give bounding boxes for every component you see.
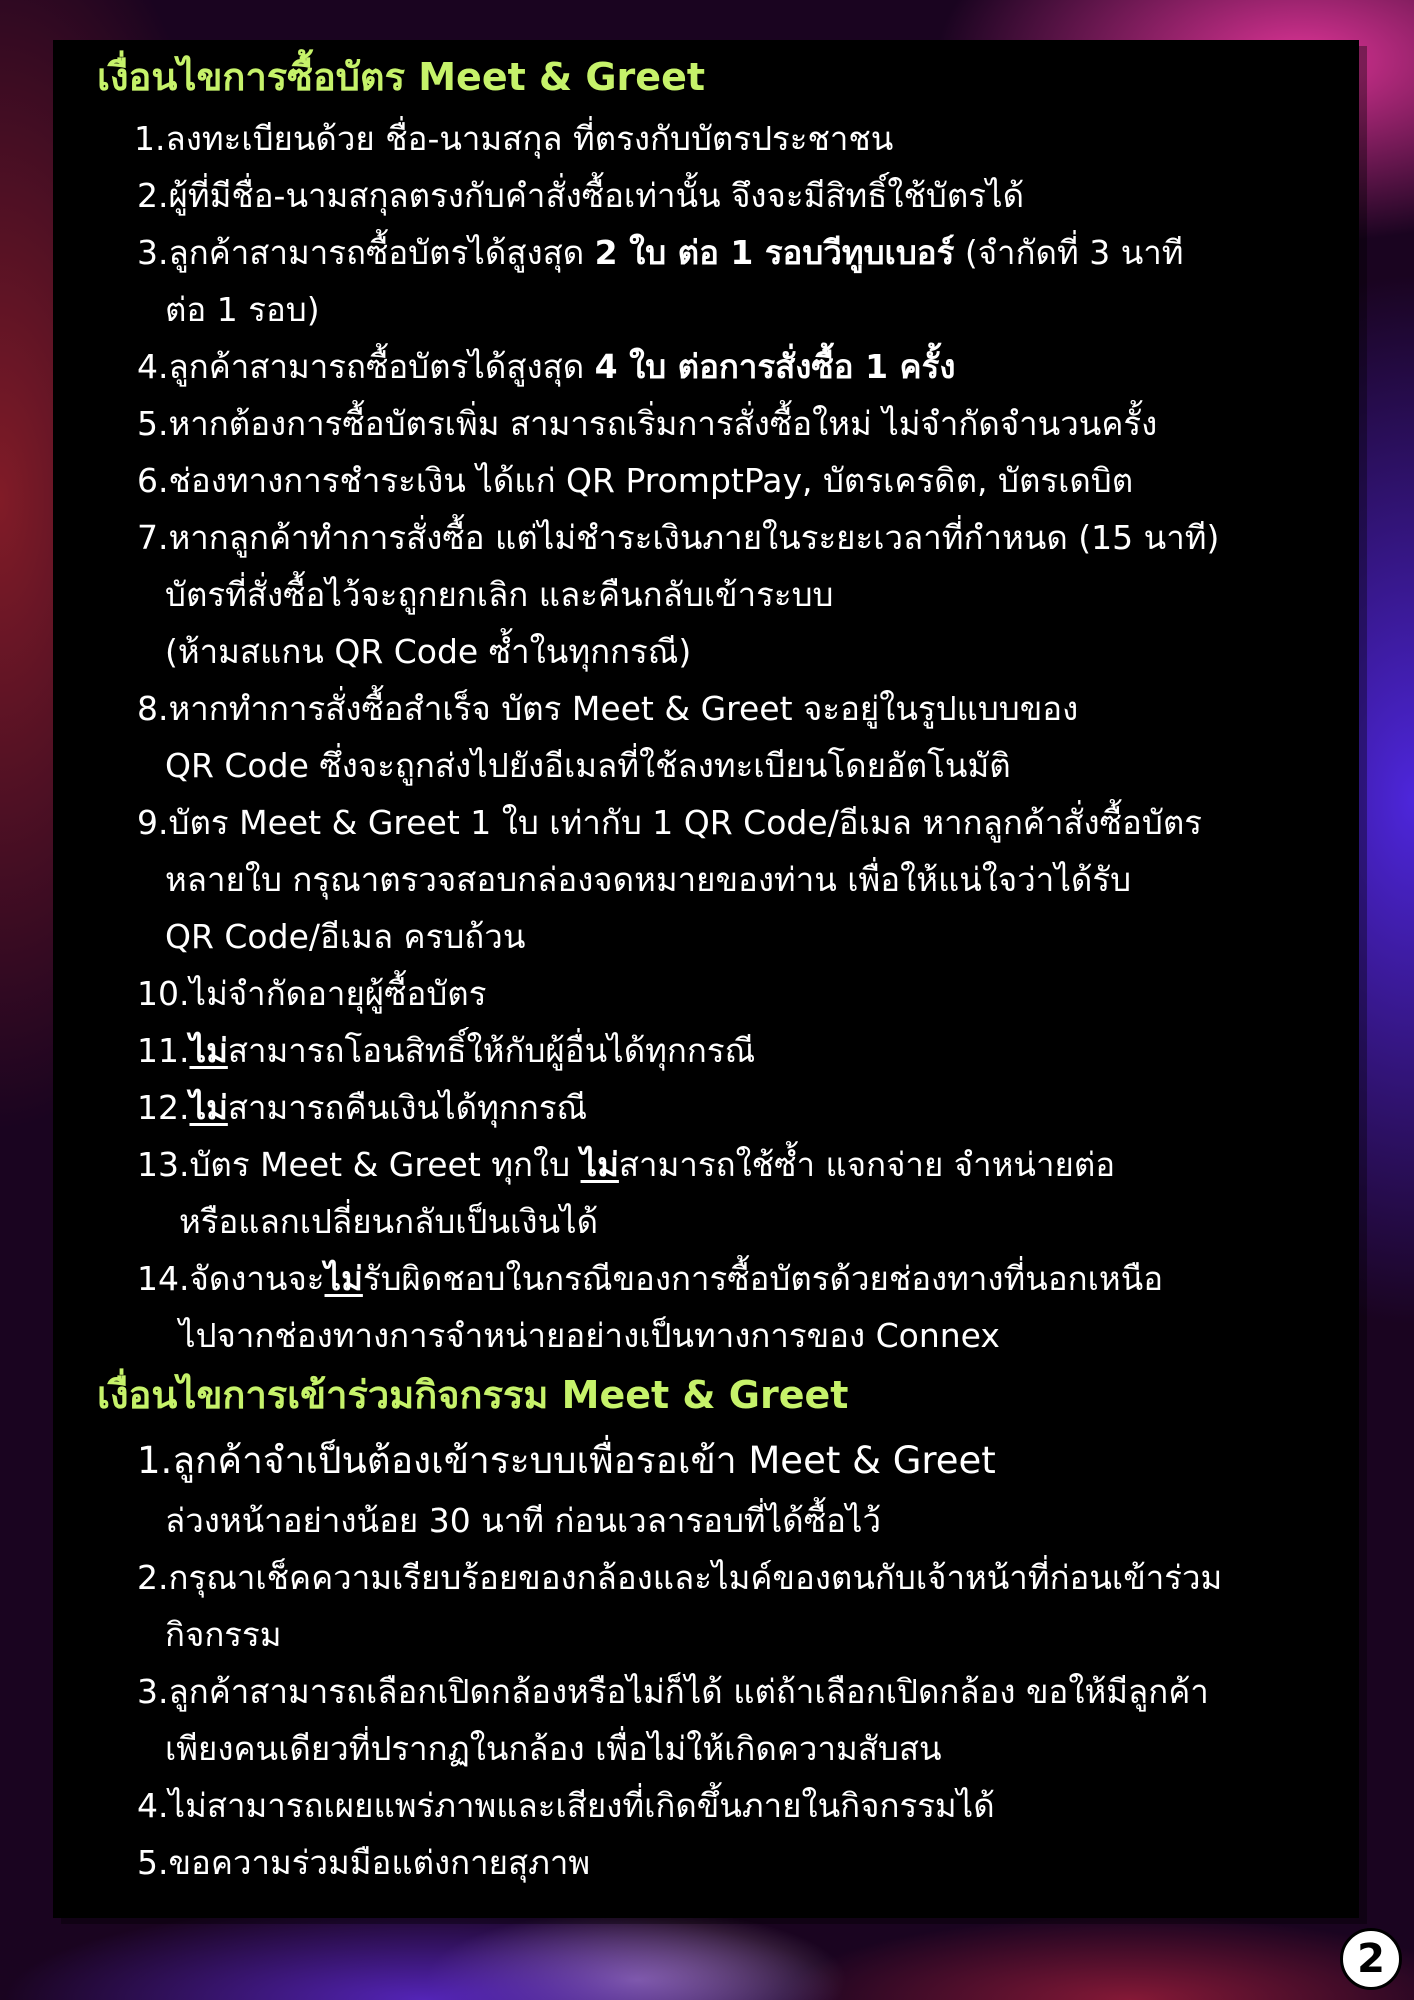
list-item-continuation: บัตรที่สั่งซื้อไว้จะถูกยกเลิก และคืนกลับเข้าระบบ — [165, 575, 834, 614]
list-item-continuation: ล่วงหน้าอย่างน้อย 30 นาที ก่อนเวลารอบที่ได้ซื้อไว้ — [165, 1501, 882, 1540]
section-title-participation: เงื่อนไขการเข้าร่วมกิจกรรม Meet & Greet — [97, 1373, 849, 1417]
list-item: 3.ลูกค้าสามารถซื้อบัตรได้สูงสุด 2 ใบ ต่อ 1 รอบวีทูบเบอร์ (จำกัดที่ 3 นาที — [137, 233, 1184, 272]
list-item-continuation: ต่อ 1 รอบ) — [165, 290, 320, 329]
list-item: 2.กรุณาเช็คความเรียบร้อยของกล้องและไมค์ของตนกับเจ้าหน้าที่ก่อนเข้าร่วม — [137, 1558, 1223, 1597]
list-item: 1.ลูกค้าจำเป็นต้องเข้าระบบเพื่อรอเข้า Meet & Greet — [137, 1439, 996, 1482]
list-item-continuation: กิจกรรม — [165, 1615, 282, 1654]
list-item: 14.จัดงานจะไม่รับผิดชอบในกรณีของการซื้อบัตรด้วยช่องทางที่นอกเหนือ — [137, 1259, 1164, 1298]
list-item: 5.ขอความร่วมมือแต่งกายสุภาพ — [137, 1843, 591, 1882]
list-item: 13.บัตร Meet & Greet ทุกใบ ไม่สามารถใช้ซ้ำ แจกจ่าย จำหน่ายต่อ — [137, 1145, 1116, 1184]
list-item: 9.บัตร Meet & Greet 1 ใบ เท่ากับ 1 QR Code/อีเมล หากลูกค้าสั่งซื้อบัตร — [137, 803, 1202, 842]
list-item: 11.ไม่สามารถโอนสิทธิ์ให้กับผู้อื่นได้ทุกกรณี — [137, 1031, 756, 1070]
list-item: 12.ไม่สามารถคืนเงินได้ทุกกรณี — [137, 1088, 588, 1127]
list-item-continuation: QR Code/อีเมล ครบถ้วน — [165, 917, 526, 956]
list-item-continuation: ไปจากช่องทางการจำหน่ายอย่างเป็นทางการของ Connex — [179, 1316, 1000, 1355]
list-item-continuation: หรือแลกเปลี่ยนกลับเป็นเงินได้ — [179, 1202, 599, 1241]
list-item: 2.ผู้ที่มีชื่อ-นามสกุลตรงกับคำสั่งซื้อเท่านั้น จึงจะมีสิทธิ์ใช้บัตรได้ — [137, 176, 1025, 215]
list-item-continuation: QR Code ซึ่งจะถูกส่งไปยังอีเมลที่ใช้ลงทะเบียนโดยอัตโนมัติ — [165, 746, 1011, 785]
list-item: 5.หากต้องการซื้อบัตรเพิ่ม สามารถเริ่มการสั่งซื้อใหม่ ไม่จำกัดจำนวนครั้ง — [137, 404, 1158, 443]
list-item: 1.ลงทะเบียนด้วย ชื่อ-นามสกุล ที่ตรงกับบัตรประชาชน — [134, 119, 894, 158]
list-item-continuation: (ห้ามสแกน QR Code ซ้ำในทุกกรณี) — [165, 632, 692, 671]
list-item: 4.ไม่สามารถเผยแพร่ภาพและเสียงที่เกิดขึ้นภายในกิจกรรมได้ — [137, 1786, 995, 1825]
page-number-badge: 2 — [1340, 1928, 1402, 1990]
list-item: 10.ไม่จำกัดอายุผู้ซื้อบัตร — [137, 974, 487, 1013]
list-item: 3.ลูกค้าสามารถเลือกเปิดกล้องหรือไม่ก็ได้ แต่ถ้าเลือกเปิดกล้อง ขอให้มีลูกค้า — [137, 1672, 1209, 1711]
list-item-continuation: เพียงคนเดียวที่ปรากฏในกล้อง เพื่อไม่ให้เกิดความสับสน — [165, 1729, 942, 1768]
list-item: 8.หากทำการสั่งซื้อสำเร็จ บัตร Meet & Greet จะอยู่ในรูปแบบของ — [137, 689, 1079, 728]
list-item-continuation: หลายใบ กรุณาตรวจสอบกล่องจดหมายของท่าน เพื่อให้แน่ใจว่าได้รับ — [165, 860, 1132, 899]
list-item: 7.หากลูกค้าทำการสั่งซื้อ แต่ไม่ชำระเงินภายในระยะเวลาที่กำหนด (15 นาที) — [137, 518, 1220, 557]
list-item: 4.ลูกค้าสามารถซื้อบัตรได้สูงสุด 4 ใบ ต่อการสั่งซื้อ 1 ครั้ง — [137, 347, 956, 386]
terms-card — [53, 40, 1359, 1918]
list-item: 6.ช่องทางการชำระเงิน ได้แก่ QR PromptPay, บัตรเครดิต, บัตรเดบิต — [137, 461, 1134, 500]
section-title-purchase: เงื่อนไขการซื้อบัตร Meet & Greet — [97, 55, 705, 99]
